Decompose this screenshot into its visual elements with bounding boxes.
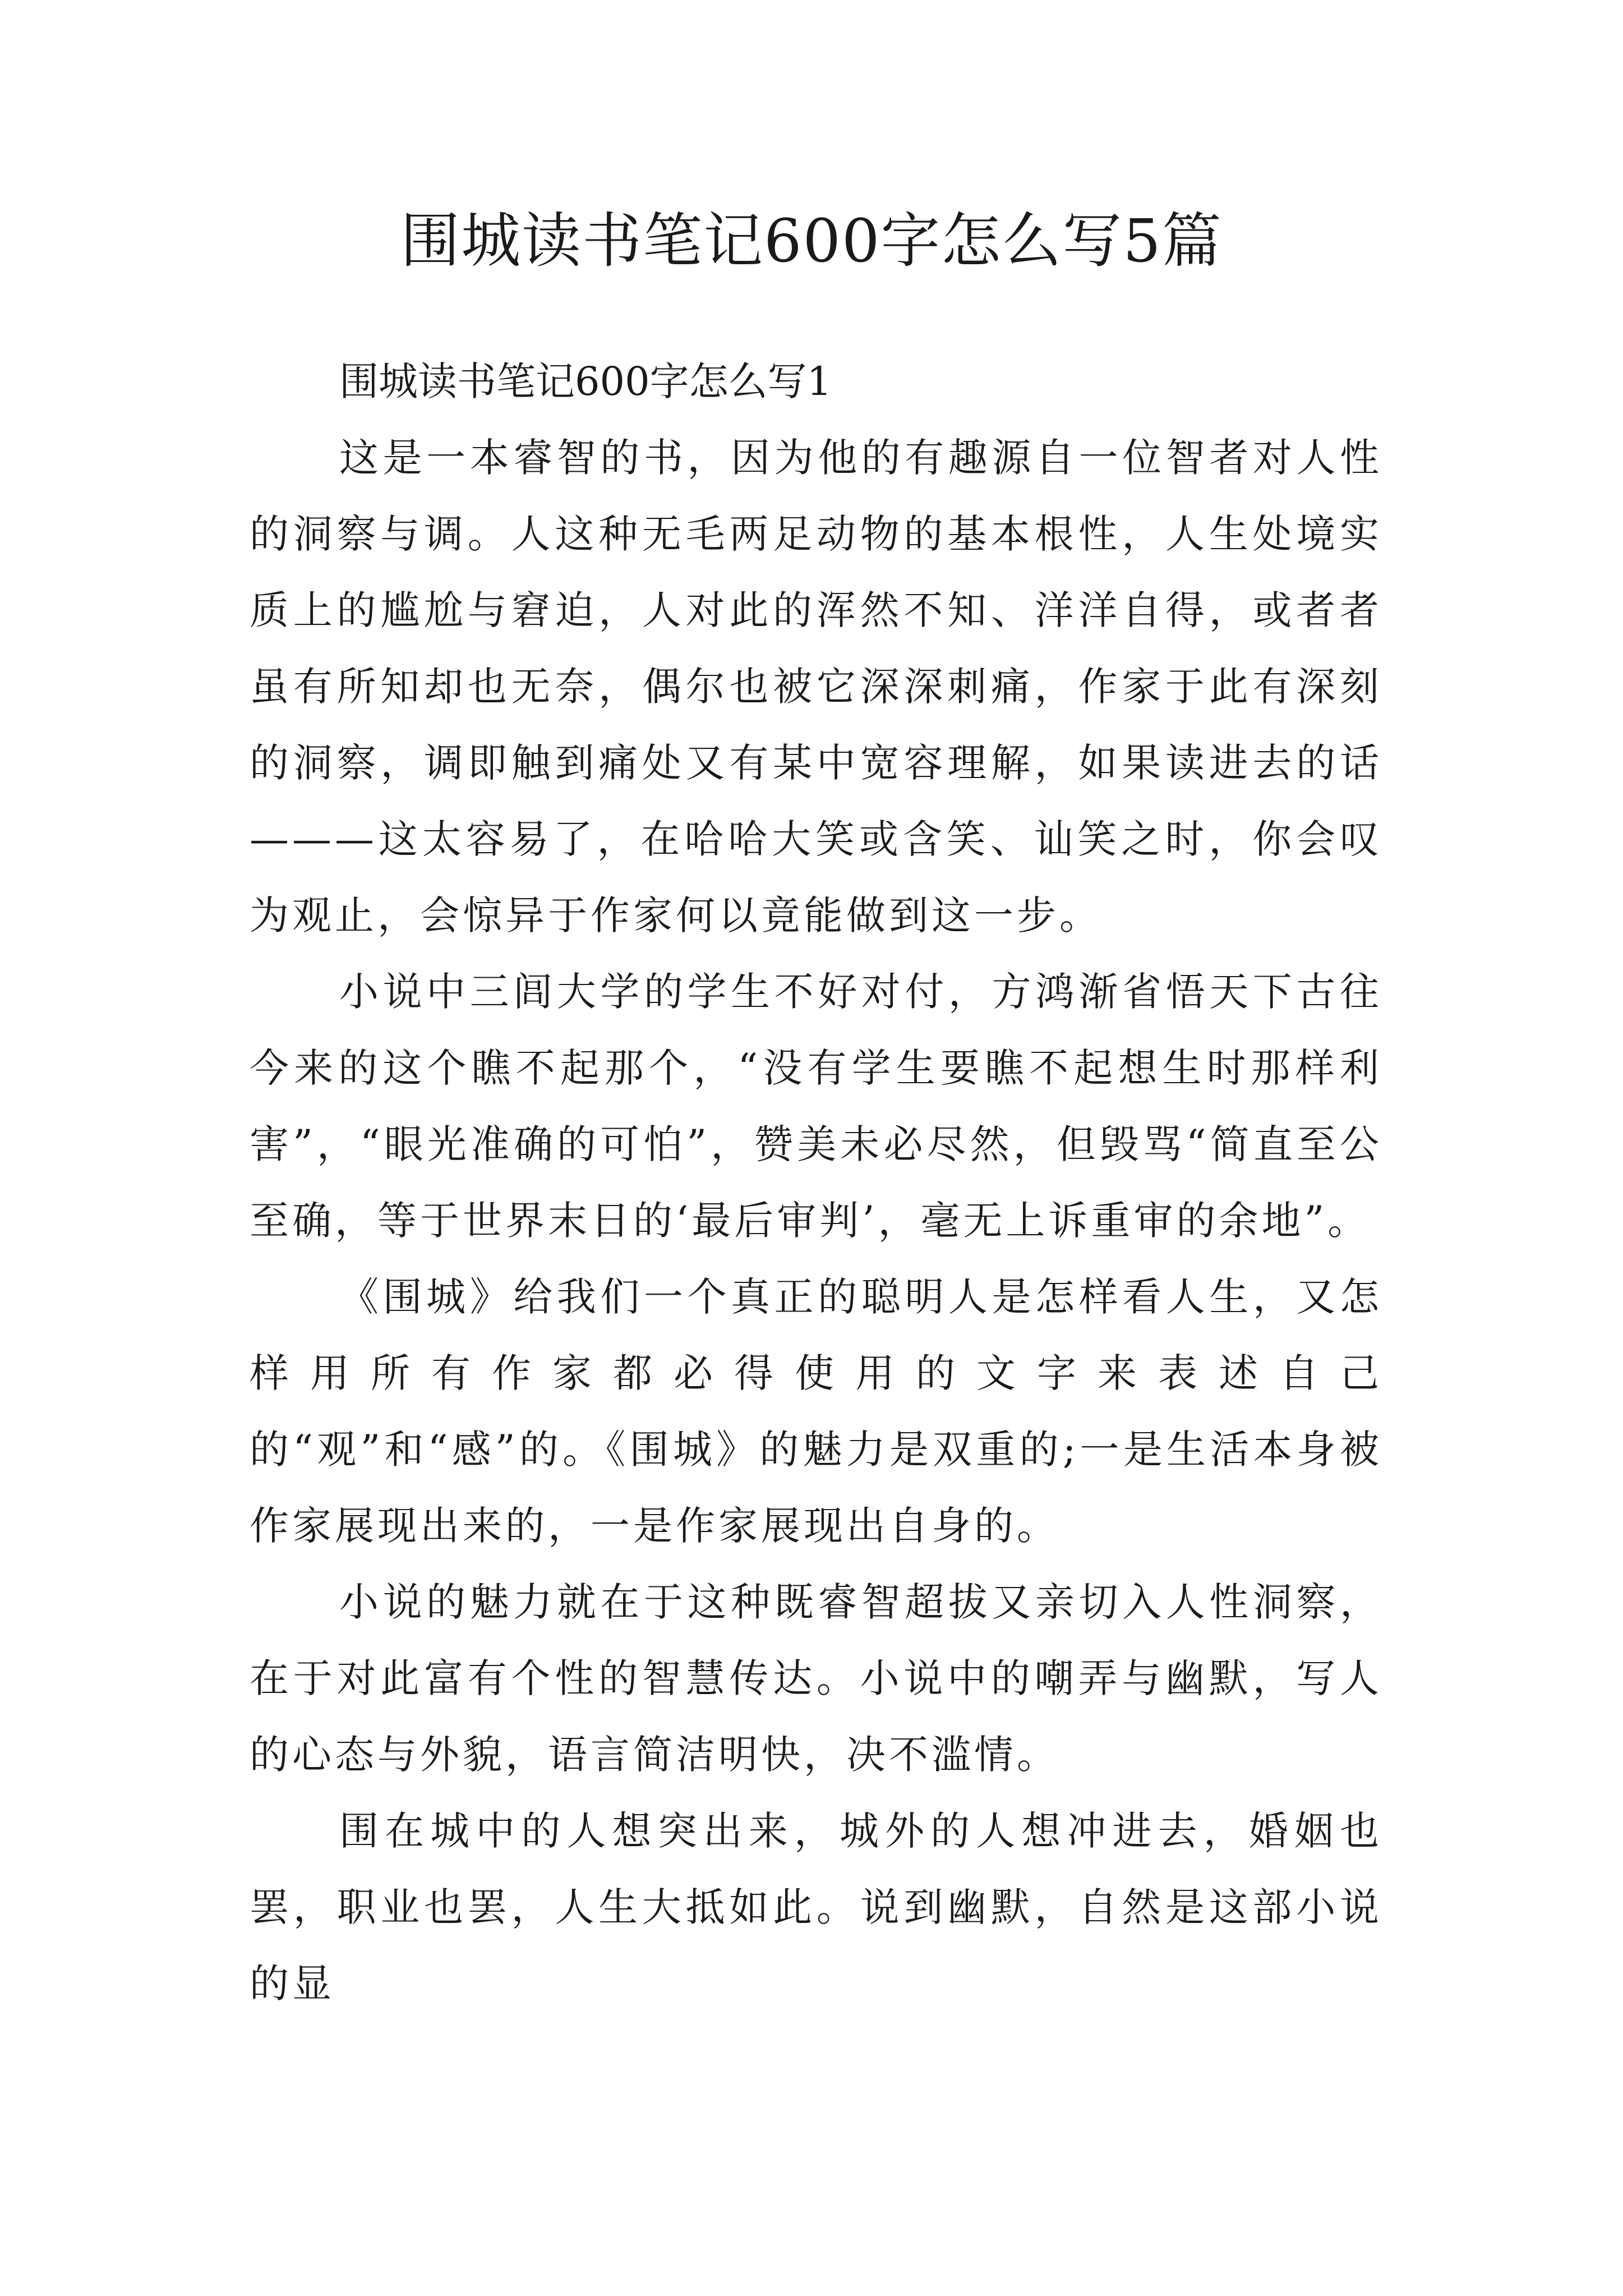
paragraph-5: 围在城中的人想突出来，城外的人想冲进去，婚姻也罢，职业也罢，人生大抵如此。说到幽默，自然是这部小说的显 xyxy=(250,1808,1382,2007)
document-body xyxy=(250,343,1382,2022)
document-title: 围城读书笔记600字怎么写5篇 xyxy=(400,206,1223,275)
section-heading: 围城读书笔记600字怎么写1 xyxy=(339,358,832,404)
paragraph-1: 这是一本睿智的书，因为他的有趣源自一位智者对人性的洞察与调。人这种无毛两足动物的基本根性，人生处境实质上的尴尬与窘迫，人对此的浑然不知、洋洋自得，或者者虽有所知却也无奈，偶尔也被它深深刺痛，作家于此有深刻的洞察，调即触到痛处又有某中宽容理解，如果读进去的话———这太容易了，在哈哈大笑或含笑、讪笑之时，你会叹为观止，会惊异于作家何以竟能做到这一步。 xyxy=(250,435,1382,938)
paragraph-4: 小说的魅力就在于这种既睿智超拔又亲切入人性洞察，在于对此富有个性的智慧传达。小说中的嘲弄与幽默，写人的心态与外貌，语言简洁明快，决不滥情。 xyxy=(250,1579,1382,1778)
paragraph-3: 《围城》给我们一个真正的聪明人是怎样看人生，又怎样用所有作家都必得使用的文字来表述自己的“观”和“感”的。《围城》的魅力是双重的;一是生活本身被作家展现出来的，一是作家展现出自身的。 xyxy=(250,1274,1382,1549)
paragraph-2: 小说中三闾大学的学生不好对付，方鸿渐省悟天下古往今来的这个瞧不起那个，“没有学生要瞧不起想生时那样利害”，“眼光准确的可怕”，赞美未必尽然，但毁骂“简直至公至确，等于世界末日的‘最后审判’，毫无上诉重审的余地”。 xyxy=(250,969,1382,1244)
